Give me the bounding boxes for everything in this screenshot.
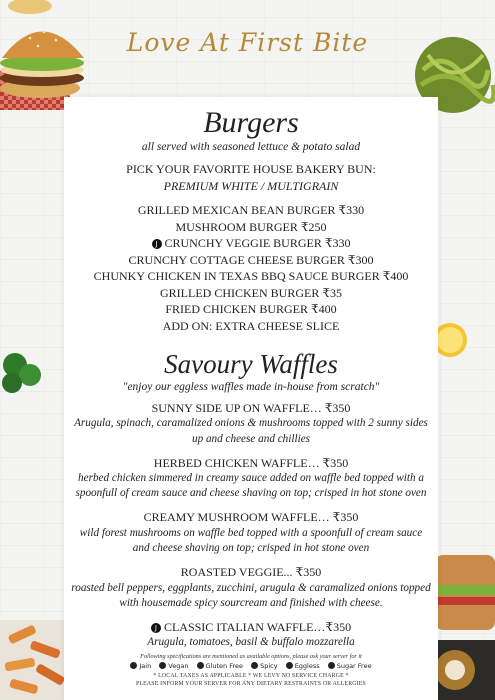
waffle-desc: herbed chicken simmered in creamy sauce added on waffle bed topped with a spoonfull of cream sauce and cheese shaving on top; crisped in hot stone oven xyxy=(75,472,427,500)
burgers-subtitle: all served with seasoned lettuce & potato salad xyxy=(141,141,361,153)
egg-icon xyxy=(286,662,293,669)
legend-vegan: Vegan xyxy=(159,662,188,670)
jain-icon: J xyxy=(151,623,161,633)
legend-spicy: Spicy xyxy=(251,662,277,670)
waffle-name: CREAMY MUSHROOM WAFFLE… ₹350 xyxy=(143,510,359,525)
waffle-desc: wild forest mushrooms on waffle bed topped with a spoonfull of cream sauce and cheese shaving on top; crisped in hot stone oven xyxy=(79,526,423,555)
allergy-note: PLEASE INFORM YOUR SERVER FOR ANY DIETARY RESTRAINTS OR ALLERGIES xyxy=(136,681,366,687)
burger-item: GRILLED MEXICAN BEAN BURGER ₹330 xyxy=(137,203,365,218)
waffles-subtitle: "enjoy our eggless waffles made in-house from scratch" xyxy=(122,380,380,393)
waffle-name: HERBED CHICKEN WAFFLE… ₹350 xyxy=(153,455,349,470)
burger-list xyxy=(64,202,438,334)
waffles-heading: Savoury Waffles xyxy=(164,349,338,380)
dietary-legend xyxy=(64,662,438,670)
bun-options: PREMIUM WHITE / MULTIGRAIN xyxy=(163,178,339,193)
legend-sugar-free: Sugar Free xyxy=(328,662,372,670)
legend-eggless: Eggless xyxy=(286,662,320,670)
gluten-free-icon xyxy=(197,662,204,669)
bun-heading: PICK YOUR FAVORITE HOUSE BAKERY BUN: xyxy=(126,162,376,176)
sugar-free-icon xyxy=(328,662,335,669)
burger-item: ADD ON: EXTRA CHEESE SLICE xyxy=(162,318,340,333)
waffle-desc: Arugula, spinach, caramalized onions & mushrooms topped with 2 sunny sides up and cheese and chillies xyxy=(74,417,428,445)
brand-title: Love At First Bite xyxy=(126,28,369,57)
legend-jain: Jain xyxy=(130,662,151,670)
legend-gluten-free: Gluten Free xyxy=(197,662,244,670)
burger-item: GRILLED CHICKEN BURGER ₹35 xyxy=(160,285,342,300)
footer-note: Following specifications are mentioned as available options, please ask your server for it xyxy=(140,653,362,660)
menu-footer xyxy=(64,653,438,687)
tax-note: * LOCAL TAXES AS APPLICABLE * WE LEVY NO SERVICE CHARGE * xyxy=(153,673,349,679)
waffle-name: SUNNY SIDE UP ON WAFFLE… ₹350 xyxy=(151,400,351,415)
waffle-name: J CLASSIC ITALIAN WAFFLE…₹350 xyxy=(64,619,438,636)
burger-item: MUSHROOM BURGER ₹250 xyxy=(175,219,327,234)
parsley-photo xyxy=(0,345,55,400)
burgers-heading: Burgers xyxy=(203,106,299,139)
waffle-desc: roasted bell peppers, eggplants, zucchini, arugula & caramalized onions topped with housemade spicy sourcream and finished with cheese. xyxy=(71,581,431,609)
burger-item: CRUNCHY COTTAGE CHEESE BURGER ₹300 xyxy=(128,252,374,267)
menu-card xyxy=(64,97,438,700)
chili-icon xyxy=(251,662,258,669)
burger-item: CHUNKY CHICKEN IN TEXAS BBQ SAUCE BURGER ₹400 xyxy=(93,269,409,284)
burger-item: FRIED CHICKEN BURGER ₹400 xyxy=(165,302,337,317)
waffle-name: ROASTED VEGGIE... ₹350 xyxy=(180,565,322,580)
jain-icon xyxy=(130,662,137,669)
burger-item: J CRUNCHY VEGGIE BURGER ₹330 xyxy=(64,235,438,252)
vegan-icon xyxy=(159,662,166,669)
jain-icon: J xyxy=(152,239,162,249)
waffle-desc: Arugula, tomatoes, basil & buffalo mozzarella xyxy=(147,636,355,649)
